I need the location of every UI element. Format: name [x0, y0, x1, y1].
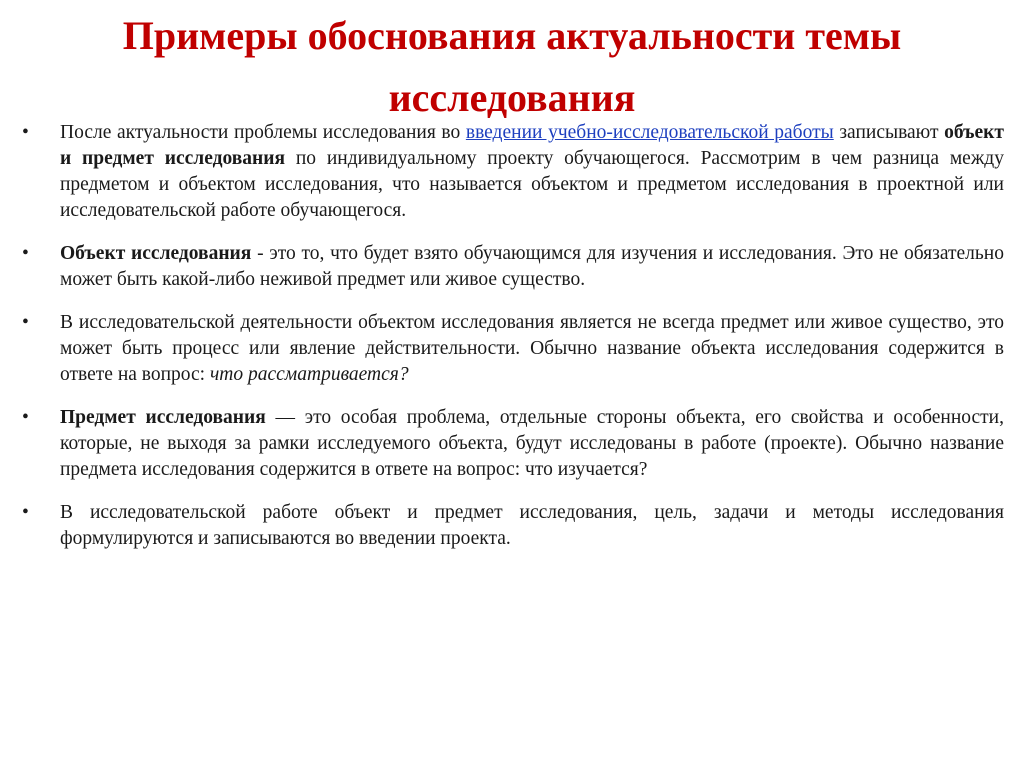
- bullet-4-text: — это особая проблема, отдельные стороны объекта, его свойства и особенности, которые, не выходя за рамки исследуемого объекта, будут исследованы в работе (проекте). Обычно название предмета исследования содержится в ответе на вопрос: что изучается?: [60, 407, 1004, 480]
- bullet-1-text-a: После актуальности проблемы исследования во: [60, 122, 466, 143]
- slide-title-line-1: Примеры обоснования актуальности темы: [122, 13, 902, 58]
- bullet-item-4: [22, 405, 1004, 483]
- bullet-item-5: [22, 500, 1004, 552]
- bullet-1-bold: объект и предмет исследования: [60, 122, 1004, 169]
- bullet-item-1: [22, 120, 1004, 224]
- bullet-2-bold: Объект исследования: [60, 243, 252, 264]
- bullet-1-text-b: записывают: [833, 122, 945, 143]
- bullet-dot-icon: •: [22, 312, 29, 333]
- bullet-2-text: - это то, что будет взято обучающимся для изучения и исследования. Это не обязательно может быть какой-либо неживой предмет или живое существо.: [60, 243, 1004, 290]
- bullet-dot-icon: •: [22, 122, 29, 143]
- slide-title: [40, 5, 984, 129]
- bullet-5-text: В исследовательской работе объект и предмет исследования, цель, задачи и методы исследования формулируются и записываются во введении проекта.: [60, 502, 1004, 549]
- bullet-dot-icon: •: [22, 243, 29, 264]
- bullet-3-italic: что рассматривается?: [209, 364, 409, 385]
- bullet-dot-icon: •: [22, 407, 29, 428]
- bullet-item-3: [22, 310, 1004, 388]
- bullet-list: [22, 120, 1004, 569]
- bullet-item-2: [22, 241, 1004, 293]
- slide-title-line-2: исследования: [388, 75, 636, 120]
- bullet-4-bold: Предмет исследования: [60, 407, 266, 428]
- intro-research-work-link[interactable]: введении учебно-исследовательской работы: [465, 122, 834, 143]
- bullet-dot-icon: •: [22, 502, 29, 523]
- bullet-1-text-c: по индивидуальному проекту обучающегося. Рассмотрим в чем разница между предметом и объектом исследования, что называется объектом и предметом исследования в проектной или исследовательской работе обучающегося.: [60, 148, 1004, 221]
- bullet-3-text: В исследовательской деятельности объектом исследования является не всегда предмет или живое существо, это может быть процесс или явление действительности. Обычно название объекта исследования содержится в ответе на вопрос:: [60, 312, 1004, 385]
